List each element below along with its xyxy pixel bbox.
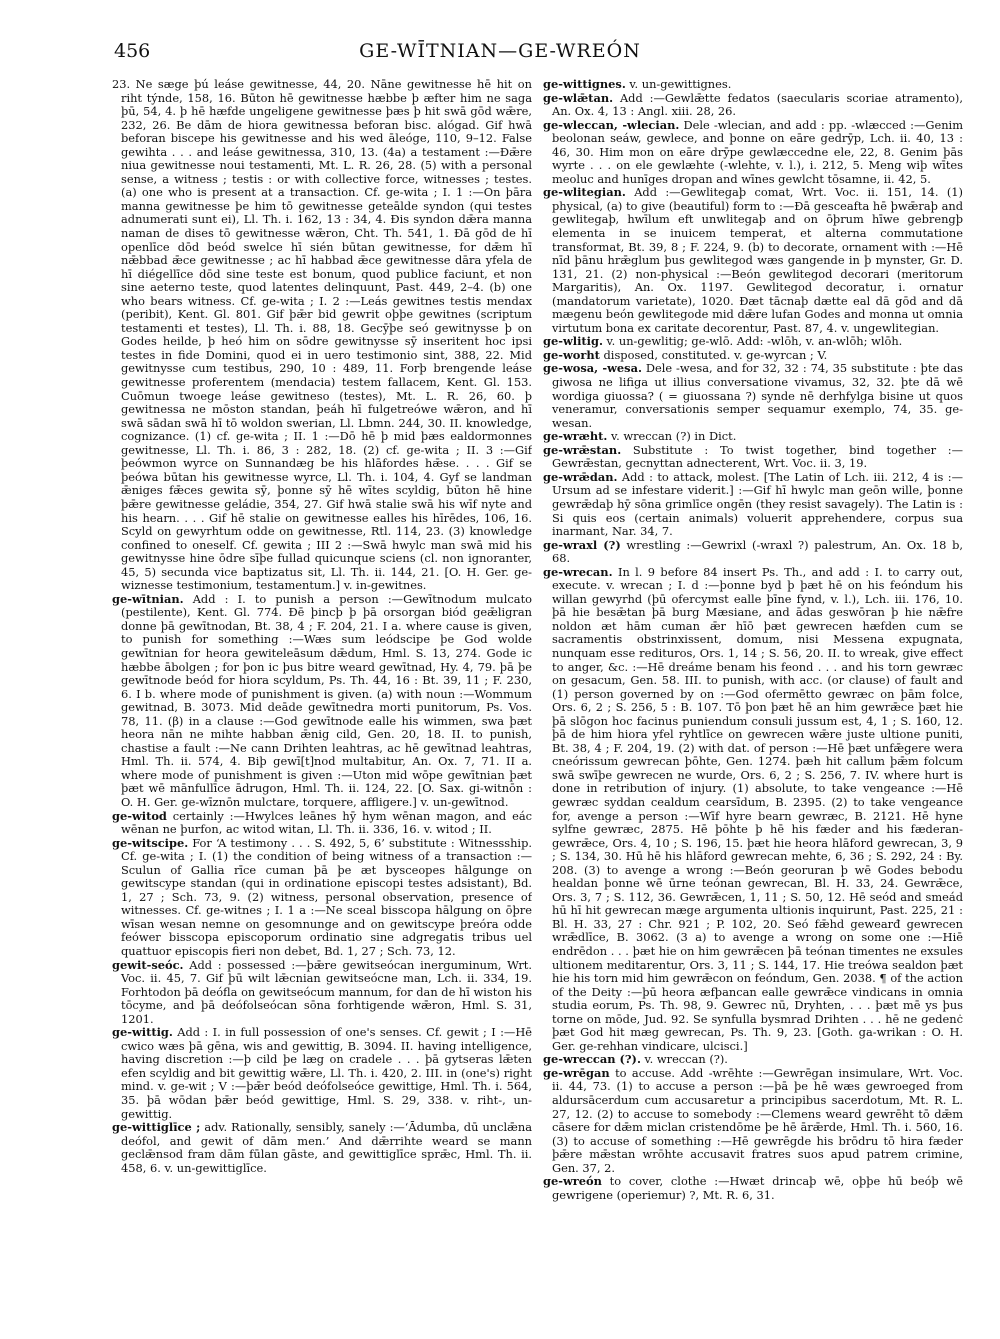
entry-text: v. wreccan (?). [644,1052,728,1067]
dictionary-entry [543,444,963,471]
dictionary-entry [543,1175,963,1202]
entry-headword: ge-wreccan (?). [543,1052,641,1067]
entry-headword: ge-wrēgan [543,1065,610,1080]
dictionary-entry [543,1067,963,1175]
dictionary-entry [112,1026,532,1121]
dictionary-entry [543,566,963,1054]
entry-headword: ge-wrǣstan. [543,442,622,457]
dictionary-entry [543,1053,963,1067]
dictionary-entry [112,810,532,837]
dictionary-entry [112,1121,532,1175]
dictionary-entry [543,362,963,430]
entry-headword: ge-wraxl (?) [543,537,621,552]
entry-text: wrestling :—Gewrixl (-wraxl ?) palestrum, An. Ox. 18 b, 68. [552,537,963,566]
entry-text: Add : I. to punish a person :—Gewītnodum mulcato (pestilente), Kent. Gl. 774. Ðē þincþ þ þā orsorgan biód geǣligran donne þā gewītnodan, Bt. 38, 4 ; F. 204, 21. I a. where cause is given, to punish for something :—Wæs sum leódscipe þe God wolde gewītnian for heora gewiteleāsum dǣdum, Hml. S. 13, 274. Gode ic hæbbe ābolgen ; for þon ic þus bitre weard gewītnad, Hy. 4, 79. þā þe gewītnode beód for hiora scyldum, Ps. Th. 44, 16 : Bt. 39, 11 ; F. 230, 6. I b. where mode of punishment is given. (a) with noun :—Wommum gewitnad, B. 3073. Mid deāde gewītnedra morti punitorum, Ps. Vos. 78, 11. (β) in a clause :—God gewītnode ealle his wimmen, swa þæt heora nān ne mihte habban ǣnig cild, Gen. 20, 18. II. to punish, chastise a fault :—Ne cann Drihten leahtras, ac hē gewītnad leahtras, Hml. Th. ii. 574, 4. Biþ gewī[t]nod multabitur, An. Ox. 7, 71. II a. where mode of punishment is given :—Uton mid wōpe gewītnian þæt þæt wē mānfullīce ādrugon, Hml. Th. ii. 124, 22. [O. Sax. gi-witnōn : O. H. Ger. ge-wīznōn mulctare, torquere, affligere.] v. un-gewītnod. [121,591,532,809]
dictionary-entry [543,78,963,92]
entry-text: Add :—Gewlǣtte fedatos (saecularis scoriae atramento), An. Ox. 4, 13 : Angl. xiii. 28, 26. [552,90,963,119]
entry-text: adv. Rationally, sensibly, sanely :—‘Ādumba, dū unclǣna deófol, and gewit of dām men.’ And dǣrrihte weard se mann geclǣnsod fram dām fūlan gāste, and gewittiglīce sprǣc, Hml. Th. ii. 458, 6. v. un-gewittiglīce. [121,1120,532,1175]
entry-headword: ge-wlitegian. [543,185,626,200]
entry-text: v. un-gewittignes. [629,78,732,91]
entry-text: In l. 9 before 84 insert Ps. Th., and add : I. to carry out, execute. v. wrecan ; I. d :—þonne byd þ þæt hē on his feóndum his willan gewyrhd (þū ofercymst ealle þīne fynd, v. l.), Lch. iii. 176, 10. þā hie besǣtan þā burg Mæsiane, and ādas geswōran þ hie nǣfre noldon æt hām cuman ǣr hīō þæt gewrecen hæfden cum se sacramentis obstrinxissent, domum, nisi Messena expugnata, nunquam esse redituros, Ors. 1, 14 ; S. 56, 20. II. to wreak, give effect to anger, &c. :—Hē dreáme benam his feond . . . and his torn gewræc on gesacum, Gen. 58. III. to punish, with acc. (or clause) of fault and (1) person governed by on :—God ofermētto gewræc on þām folce, Ors. 6, 2 ; S. 256, 5 : B. 107. Tō þon þæt hē an him gewrǣce þæt hie þā slōgon hoc facinus puniendum consuli jussum est, 4, 1 ; S. 160, 12. þā de him hiora yfel ryhtlīce on gewrecen wǣre juste ultione puniti, Bt. 38, 4 ; F. 204, 19. (2) with dat. of person :—Hē þæt unfǣgere wera cneórissum gewrecan þōhte, Gen. 1274. þæh hit callum þǣm folcum swā swīþe gewrecen ne wurde, Ors. 6, 2 ; S. 256, 7. IV. where hurt is done in retribution of injury. (1) absolute, to take vengeance :—Hē gewræc syddan cealdum cearsīdum, B. 2395. (2) to take vengeance for, avenge a person :—Wīf hyre bearn gewræc, B. 2121. Hē hyne sylfne gewræc, 2875. Hē þōhte þ hē his fæder and his fæderan-gewrǣce, Ors. 4, 10 ; S. 196, 15. þæt hie heora hlāford gewrecan, 3, 9 ; S. 134, 30. Hū hē his hlāford gewrecan mehte, 6, 36 ; S. 292, 24 : By. 208. (3) to avenge a wrong :—Beón georuran þ wē Godes bebodu healdan þonne wē ūrne teónan gewrecan, Bl. H. 33, 24. Gewrǣce, Ors. 3, 7 ; S. 112, 36. Gewrǣcen, 1, 11 ; S. 50, 12. Hē seód and smeád hū hī hit gewrecan mæge argumenta ultionis inquirunt, Past. 225, 21 : Bl. H. 33, 27 : Chr. 921 ; P. 102, 20. Seó fǣhd gewearđ gewrecen wrǣdlīce, B. 3062. (3 a) to avenge a wrong on some one :—Hiē endrēdon . . . þæt hie on him gewrǣcen þā teónan timentes ne exsules ultionem meditarentur, Ors. 3, 11 ; S. 144, 17. Hie treówa sealdon þæt hie his torn mid him gewrǣcon on feóndum, Gen. 2038. ¶ of the action of the Deity :—þū heora æfþancan ealle gewrǣce vindicans in omnia studia eorum, Ps. Th. 98, 9. Gewrec nū, Dryhten, . . . þæt mē ys þus torne on mōde, Jud. 92. Se synfulla bysmrad Drihten . . . hē ne gedenċ þæt God hit mæg gewrecan, Ps. Th. 9, 23. [Goth. ga-wrikan : O. H. Ger. ge-rehhan vindicare, ulcisci.] [552,564,963,1053]
entry-text: Dele -wlecian, and add : pp. -wlæcced :—Genim beolonan seáw, gewlece, and þonne on eāre gedrȳp, Lch. ii. 40, 13 : 46, 30. Him mon on eāre drȳpe gewlæccedne ele, 22, 8. Genim þās wyrte . . . on ele gewlæhte (-wlehte, v. l.), i. 212, 5. Meng wiþ wītes meoluc and hunīges dropan and wīnes gewlcht tōsamne, ii. 42, 5. [552,117,963,186]
dictionary-entry [543,186,963,335]
entry-text: Add :—Gewlitegaþ comat, Wrt. Voc. ii. 151, 14. (1) physical, (a) to give (beautiful) form to :—Ðā gesceafta hē þwǣraþ and gewlitegaþ, hwīlum eft unwlitegaþ and on ōþrum hīwe gebrengþ elementa in se inuicem temperat, et alterna commutatione transformat, Bt. 39, 8 ; F. 224, 9. (b) to decorate, ornament with :—Hē nīd þānu hrǣglum þus gewlitegod wæs gangende in þ mynster, Gr. D. 131, 21. (2) non-physical :—Beón gewlitegod decorari (meritorum Margaritis), An. Ox. 1197. Gewlitegod decoratur, i. ornatur (mandatorum varietate), 1020. Ðæt tācnaþ dætte eal dā gōd and dā mægenu beón gewlitegode mid dǣre lufan Godes and monna ut omnia virtutum bona ex caritate decorentur, Past. 87, 4. v. ungewlitegian. [552,185,963,335]
entry-text: 23. Ne sæge þú leáse gewitnesse, 44, 20. Nāne gewitnesse hē hit on riht týnde, 158, 16. Būton hē gewitnesse hæbbe þ æfter him ne saga þū, 54, 4. þ hē hæfde ungeligene gewitnesse þæs þ hit swā gōd wǣre, 232, 26. Be dām de hiora gewitnessa beforan bisc. alógad. Gif hwā beforan biscepe his gewitnesse and his wed āleóge, 110, 9–12. False gewihta . . . and leáse gewitnessa, 310, 13. (4a) a testament :—Ðǣre niua gewitnesse noui testamenti, Mt. L. R. 26, 28. (5) with a personal sense, a witness ; testis : or with collective force, witnesses ; testes. (a) one who is present at a transaction. Cf. ge-wita ; I. 1 :—On þāra manna gewitnesse þe him tō gewitnesse geteālde syndon (qui testes adnumerati sunt ei), Ll. Th. i. 162, 13 : 34, 4. Ðis syndon dǣra manna naman de dises tō gewitnesse wǣron, Cht. Th. 541, 1. Ðā gōd de hī openlīce dōd beód swelce hī sién būtan gewitnesse, for dǣm hī nǣbbad ǣce gewitnesse ; ac hī habbad ǣce gewitnesse dāra yfela de hī diégellīce dōd sine teste est bonum, quod publice faciunt, et non sine aeterno teste, quod latentes delinquunt, Past. 449, 2–4. (b) one who bears witness. Cf. ge-wita ; I. 2 :—Leás gewitnes testis mendax (peribit), Kent. Gl. 801. Gif þǣr bid gewrit oþþe gewitnes (scriptum testamenti et testes), Ll. Th. i. 88, 18. Gecȳþe seó gewitnysse þ on Godes heilde, þ heó him on sōdre gewitnysse sȳ inseritent hoc ipsi testes in fide Domini, quod ei in uero testimonio sint, 388, 22. Mid gewitnysse cum testibus, 290, 10 : 489, 11. Forþ brengende leáse gewitnesse proferentem (mendacia) testem fallacem, Kent. Gl. 153. Cuōmun twoege leáse gewitneso (testes), Mt. L. R. 26, 60. þ gewitnessa ne mōston standan, þeáh hī fulgetreówe wǣron, and hī swā sādan swā hī tō woldon swerian, Ll. Lbmn. 244, 30. II. knowledge, cognizance. (1) cf. ge-wita ; II. 1 :—Dō hē þ mid þæs ealdormonnes gewitnesse, Ll. Th. i. 86, 3 : 282, 18. (2) cf. ge-wita ; II. 3 :—Gif þeówmon wyrce on Sunnandæg be his hlāfordes hǣse. . . . Gif se þeówa būtan his gewitnesse wyrce, Ll. Th. i. 104, 4. Gyf se landman ǣniges fǣces gewita sȳ, þonne sȳ hē wītes scyldig, būton hē hine þǣre gewitnesse geládie, 354, 27. Gif hwā stalie swā his wīf nyte and his hearn. . . . Gif hē stalie on gewitnesse ealles his hīrēdes, 106, 16. Scyld on gewyrhtum odde on gewitnesse, Rtl. 114, 23. (3) knowledge confined to oneself. Cf. gewita ; III 2 :—Swā hwylc man swā mid his gewitnysse hine ōdre sīþe fullad quicunque sciens (cl. non ignoranter, 45, 5) secunda vice baptizatus sit, Ll. Th. ii. 144, 21. [O. H. Ger. ge-wiznesse testimonium, testamentum.] v. in-gewitnes. [112,78,532,593]
entry-headword: ge-wlitig. [543,334,603,349]
entry-text: Substitute : To twist together, bind together :—Gewrǣstan, gecnyttan adnecterent, Wrt. Voc. ii. 3, 19. [552,442,963,471]
entry-headword: ge-witod [112,808,167,823]
dictionary-entry [112,593,532,810]
entry-text: v. wreccan (?) in Dict. [611,429,737,444]
dictionary-entry [543,92,963,119]
entry-text: disposed, constituted. v. ge-wyrcan ; V. [603,347,828,362]
entry-text: For ‘A testimony . . . S. 492, 5, 6’ substitute : Witnessship. Cf. ge-wita ; I. (1) the condition of being witness of a transaction :—Sculun of Gallia rīce cuman þā þe æt bysceopes hālgunge on gewitscype standan (qui in ordinatione episcopi testes adsistant), Bd. 1, 27 ; Sch. 73, 9. (2) witness, personal observation, presence of witnesses. Cf. ge-witnes ; I. 1 a :—Ne sceal bisscopa hālgung on ōþre wīsan wesan nemne on gesomnunge and on gewitscype þreóra odde feówer bisscopa episcoporum ordinatio sine adgregatis tribus uel quattuor episcopis fieri non debet, Bd. 1, 27 ; Sch. 73, 12. [121,835,532,958]
entry-text: Dele -wesa, and for 32, 32 : 74, 35 substitute : þte das giwosa ne lifiga ut illius conversatione vivamus, 32, 32. þte dā wē wordiga giuossa? ( = giuossana ?) synde nē derhfylga bisine ut quos veneramur, conversationis semper sequamur exemplo, 74, 35. ge-wesan. [552,361,963,430]
right-column [543,78,963,1308]
entry-headword: ge-wræht. [543,429,608,444]
dictionary-entry [543,119,963,187]
entry-text: to cover, clothe :—Hwæt drincaþ wē, oþþe hū beóþ wē gewrigene (operiemur) ?, Mt. R. 6, 31. [552,1174,963,1202]
entry-text: to accuse. Add -wrēhte :—Gewrēgan insimulare, Wrt. Voc. ii. 44, 73. (1) to accuse a person :—þā þe hē wæs gewroeged from aldursācerdum cum accusaretur a principibus sacerdotum, Mt. R. L. 27, 12. (2) to accuse to somebody :—Clemens weard gewrēht tō dǣm cāsere for dǣm miclan cristendōme þe hē ārǣrde, Hml. Th. i. 560, 16. (3) to accuse of something :—Hē gewrēgde his brōdru tō hira fæder þǣre mǣstan wrōhte accusavit fratres suos apud patrem crimine, Gen. 37, 2. [552,1065,963,1175]
dictionary-entry [543,335,963,349]
dictionary-entry [112,959,532,1027]
dictionary-entry [543,471,963,539]
dictionary-entry [543,349,963,363]
entry-headword: ge-wosa, -wesa. [543,361,642,376]
entry-headword: ge-worht [543,347,600,362]
entry-headword: ge-witscipe. [112,835,189,850]
dictionary-entry [112,78,532,593]
entry-text: Add : to attack, molest. [The Latin of Lch. iii. 212, 4 is :—Ursum ad se infestare viderit.] :—Gif hī hwylc man geōn wille, þonne gewrǣdaþ hȳ sōna grimlīce ongēn (they resist savagely). The Latin is : Si quis eos (certain animals) voluerit apprehendere, corpus sua inarmant, Nar. 34, 7. [552,469,963,539]
page-number: 456 [114,40,151,62]
entry-text: Add : possessed :—þǣre gewitseócan inerguminum, Wrt. Voc. ii. 45, 7. Gif þū wilt lǣcnian gewitseócne man, Lch. ii. 334, 19. Forhtodon þā deófla on gewitseócum mannum, for dan de hī wiston his tōcyme, and þā deófolseócan sōna forhtigende wǣron, Hml. S. 31, 1201. [121,957,532,1026]
entry-text: certainly :—Hwylces leānes hȳ hym wēnan magon, and eác wēnan ne þurfon, ac witod witan, Ll. Th. ii. 336, 16. v. witod ; II. [121,808,532,837]
entry-headword: ge-wrǣdan. [543,469,618,484]
entry-text: v. un-gewlitig; ge-wlō. Add: -wlōh, v. an-wlōh; wlōh. [606,334,903,349]
entry-headword: ge-wreón [543,1174,602,1189]
dictionary-entry [112,837,532,959]
entry-headword: ge-wittignes. [543,78,626,91]
left-column [112,78,532,1308]
running-head: GE-WĪTNIAN—GE-WREÓN [359,40,641,62]
dictionary-entry [543,539,963,566]
entry-headword: ge-wittiglīce ; [112,1120,201,1135]
entry-headword: gewit-seóc. [112,957,184,972]
entry-headword: ge-wrecan. [543,564,613,579]
dictionary-entry [543,430,963,444]
entry-headword: ge-wleccan, -wlecian. [543,117,680,132]
entry-headword: ge-wlǣtan. [543,90,614,105]
entry-headword: ge-wittig. [112,1025,173,1040]
entry-headword: ge-wītnian. [112,591,184,606]
entry-text: Add : I. in full possession of one's senses. Cf. gewit ; I :—Hē cwico wæs þā gēna, wis and gewittig, B. 3094. II. having intelligence, having discretion :—þ cild þe læg on cradele . . . þā gytseras lǣten efen scyldig and bit gewittig wǣre, Ll. Th. i. 420, 2. III. in (one's) right mind. v. ge-wit ; V :—þǣr beód deófolseóce gewittige, Hml. Th. i. 564, 35. þā wōdan þǣr beód gewittige, Hml. S. 29, 338. v. riht-, un-gewittig. [121,1025,532,1121]
